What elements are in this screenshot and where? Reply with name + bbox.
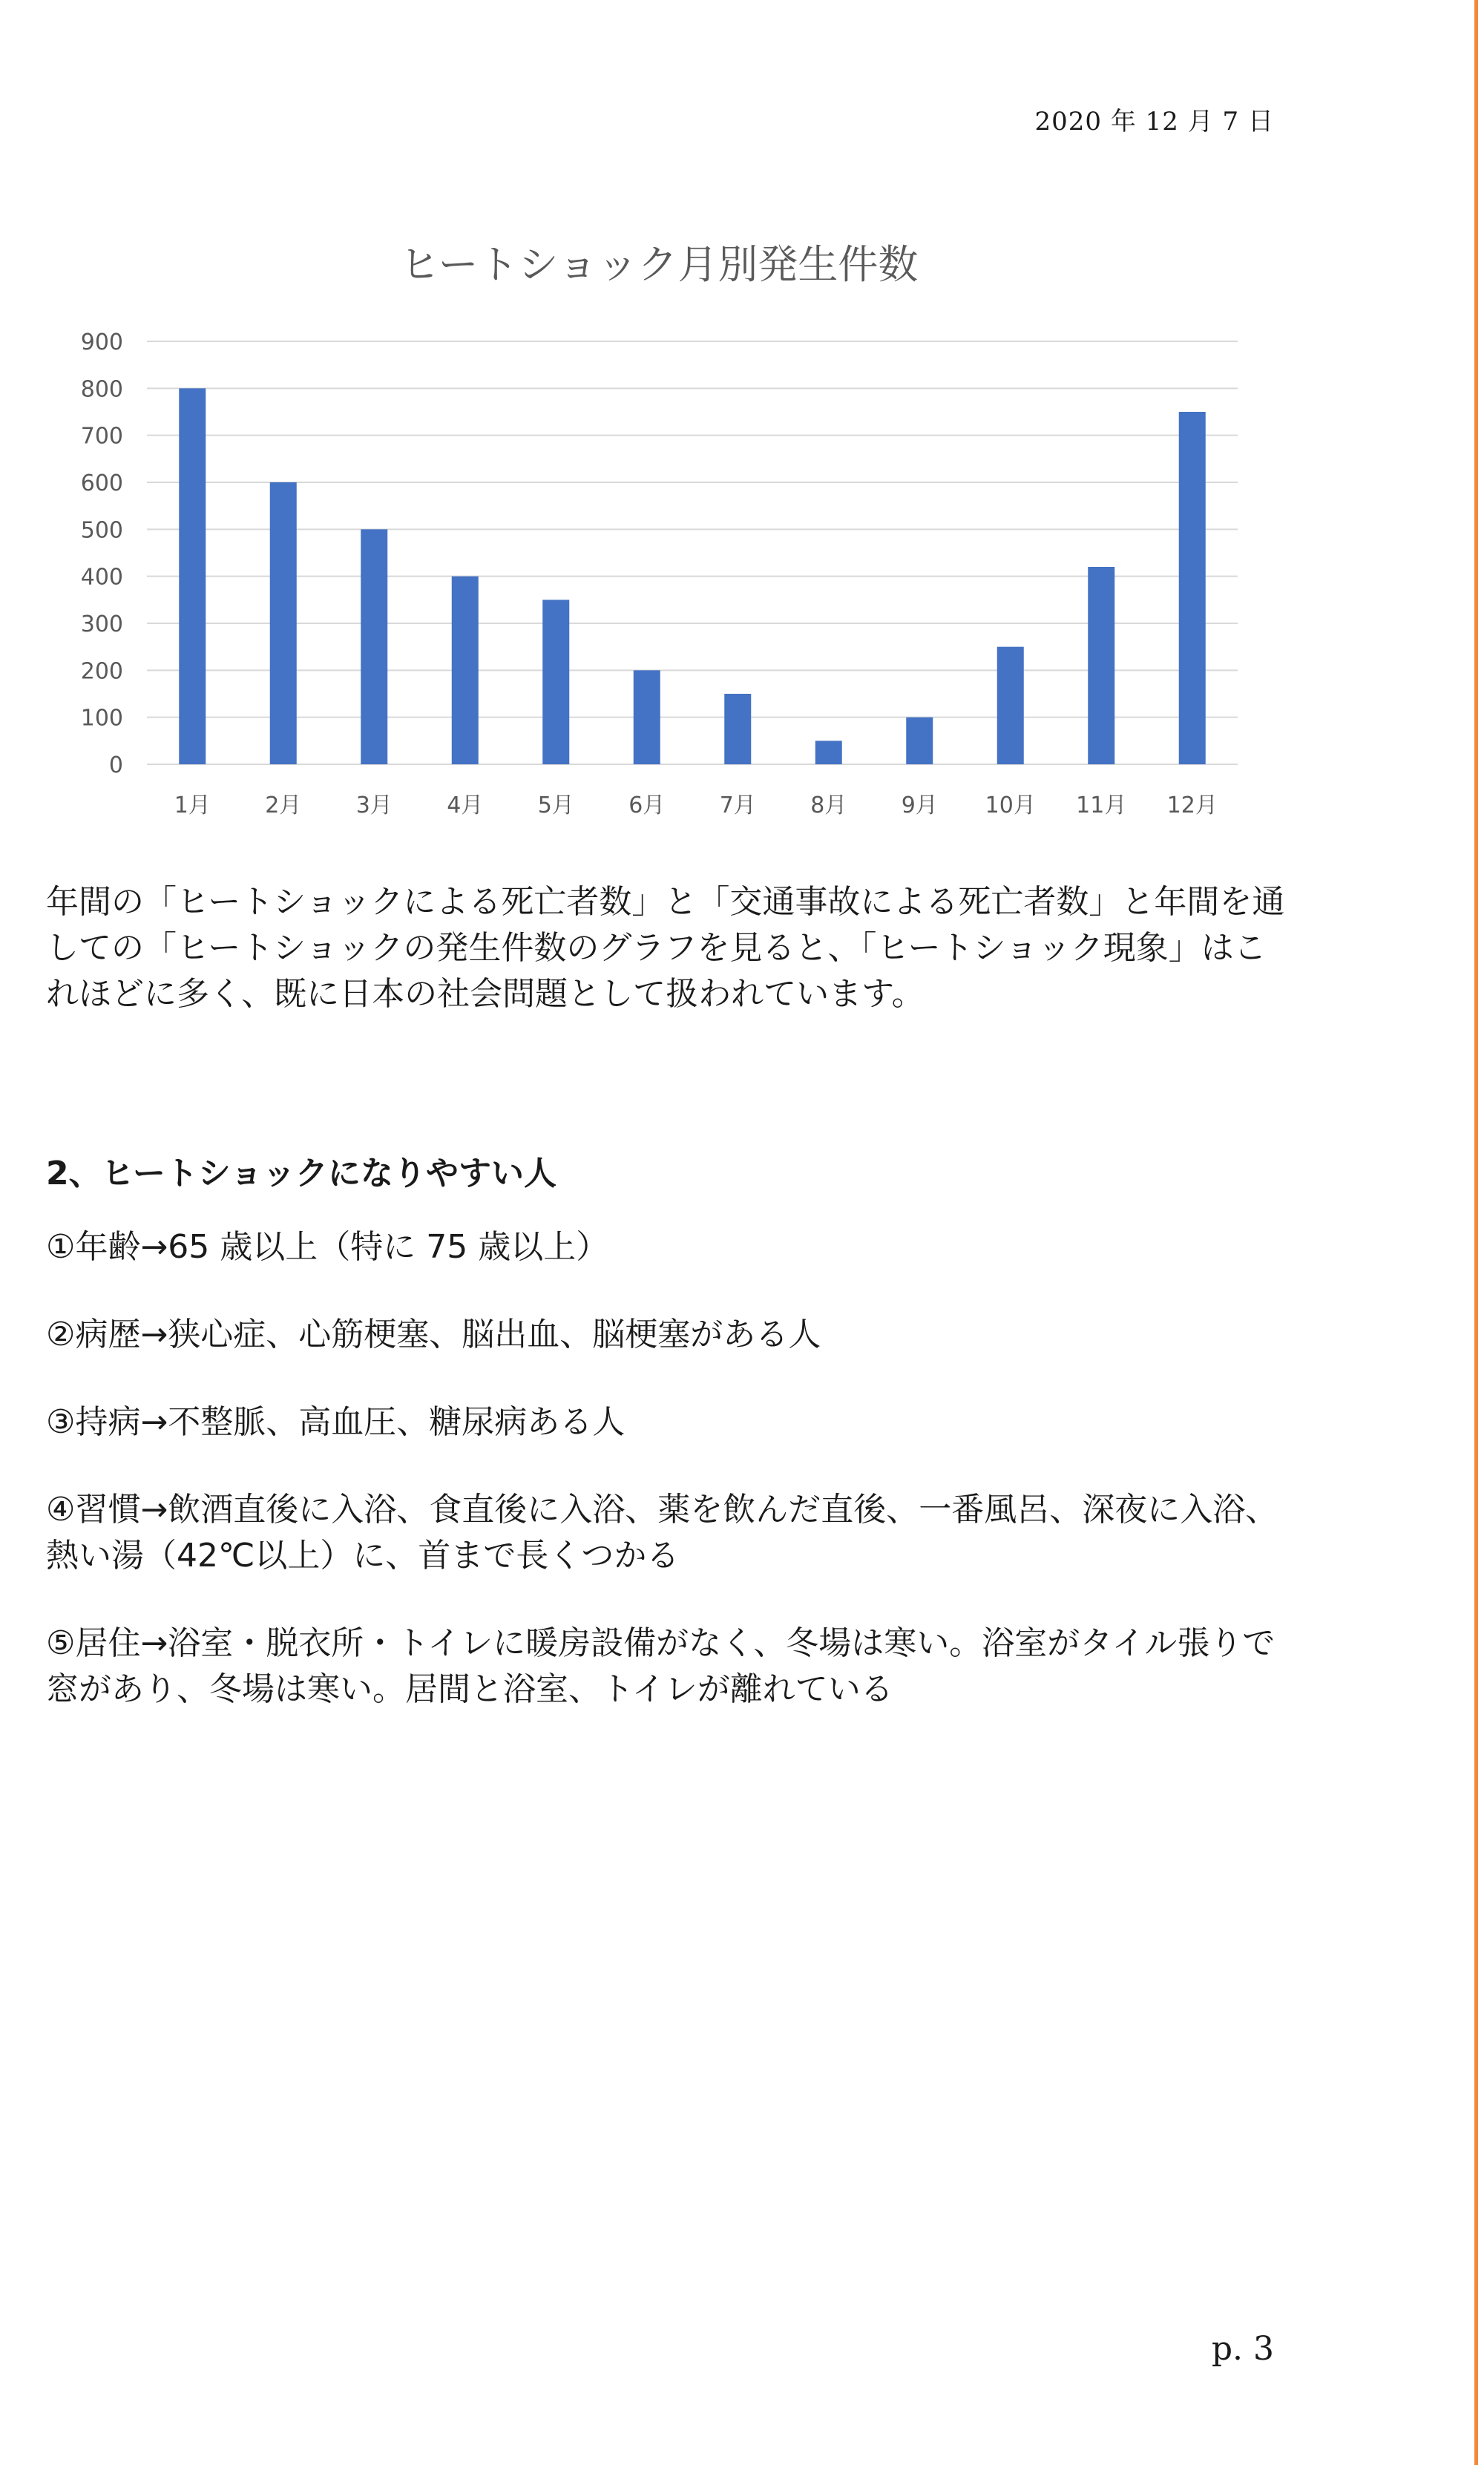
y-tick-label: 200	[80, 658, 123, 685]
x-tick-label: 5月	[537, 792, 574, 818]
bar	[179, 388, 206, 764]
y-tick-label: 400	[80, 564, 123, 591]
x-tick-label: 11月	[1076, 792, 1127, 818]
body-paragraph	[46, 879, 1285, 1017]
risk-factor-list	[46, 1224, 1285, 1754]
section-heading: 2、ヒートショックになりやすい人	[46, 1155, 556, 1192]
x-tick-label: 7月	[719, 792, 756, 818]
y-tick-label: 500	[80, 517, 123, 544]
y-tick-label: 100	[80, 705, 123, 732]
x-tick-label: 1月	[174, 792, 211, 818]
bar	[361, 529, 387, 764]
list-item: ①年齢→65 歳以上（特に 75 歳以上）	[46, 1228, 609, 1266]
bar	[270, 482, 297, 764]
bar	[997, 647, 1024, 764]
y-tick-label: 800	[80, 376, 123, 403]
y-tick-label: 0	[108, 752, 123, 778]
x-tick-label: 2月	[265, 792, 302, 818]
bar	[724, 694, 751, 764]
chart-svg	[58, 223, 1260, 831]
x-tick-label: 3月	[355, 792, 393, 818]
list-item: ③持病→不整脈、高血圧、糖尿病ある人	[46, 1403, 626, 1441]
x-tick-label: 4月	[447, 792, 484, 818]
x-tick-label: 9月	[901, 792, 938, 818]
x-tick-label: 10月	[985, 792, 1036, 818]
bar	[1088, 567, 1114, 764]
page-edge-rule	[1474, 0, 1478, 2465]
list-item: ⑤居住→浴室・脱衣所・トイレに暖房設備がなく、冬場は寒い。浴室がタイル張りで窓があり、冬場は寒い。居間と浴室、トイレが離れている	[46, 1624, 1275, 1708]
list-item: ②病歴→狭心症、心筋梗塞、脳出血、脳梗塞がある人	[46, 1316, 821, 1353]
y-tick-label: 700	[80, 423, 123, 450]
chart-title: ヒートショック月別発生件数	[399, 241, 919, 288]
bar	[906, 718, 933, 764]
y-tick-label: 900	[80, 329, 123, 355]
bar	[452, 577, 479, 764]
bar	[634, 670, 660, 764]
bar	[815, 741, 842, 764]
document-date: 2020 年 12 月 7 日	[1034, 107, 1274, 137]
bar-chart	[58, 223, 1260, 831]
x-tick-label: 6月	[628, 792, 666, 818]
y-tick-label: 300	[80, 611, 123, 637]
y-tick-label: 600	[80, 470, 123, 496]
paragraph-text: 年間の「ヒートショックによる死亡者数」と「交通事故による死亡者数」と年間を通しての「ヒートショックの発生件数のグラフを見ると、「ヒートショック現象」はこれほどに多く、既に日本の社会問題として扱われています。	[46, 883, 1285, 1013]
x-tick-label: 8月	[810, 792, 847, 818]
x-tick-label: 12月	[1166, 792, 1218, 818]
page-number: p. 3	[1211, 2330, 1274, 2368]
bar	[542, 600, 569, 764]
list-item: ④習慣→飲酒直後に入浴、食直後に入浴、薬を飲んだ直後、一番風呂、深夜に入浴、熱い湯（42℃以上）に、首まで長くつかる	[46, 1491, 1278, 1575]
bar	[1179, 412, 1206, 764]
